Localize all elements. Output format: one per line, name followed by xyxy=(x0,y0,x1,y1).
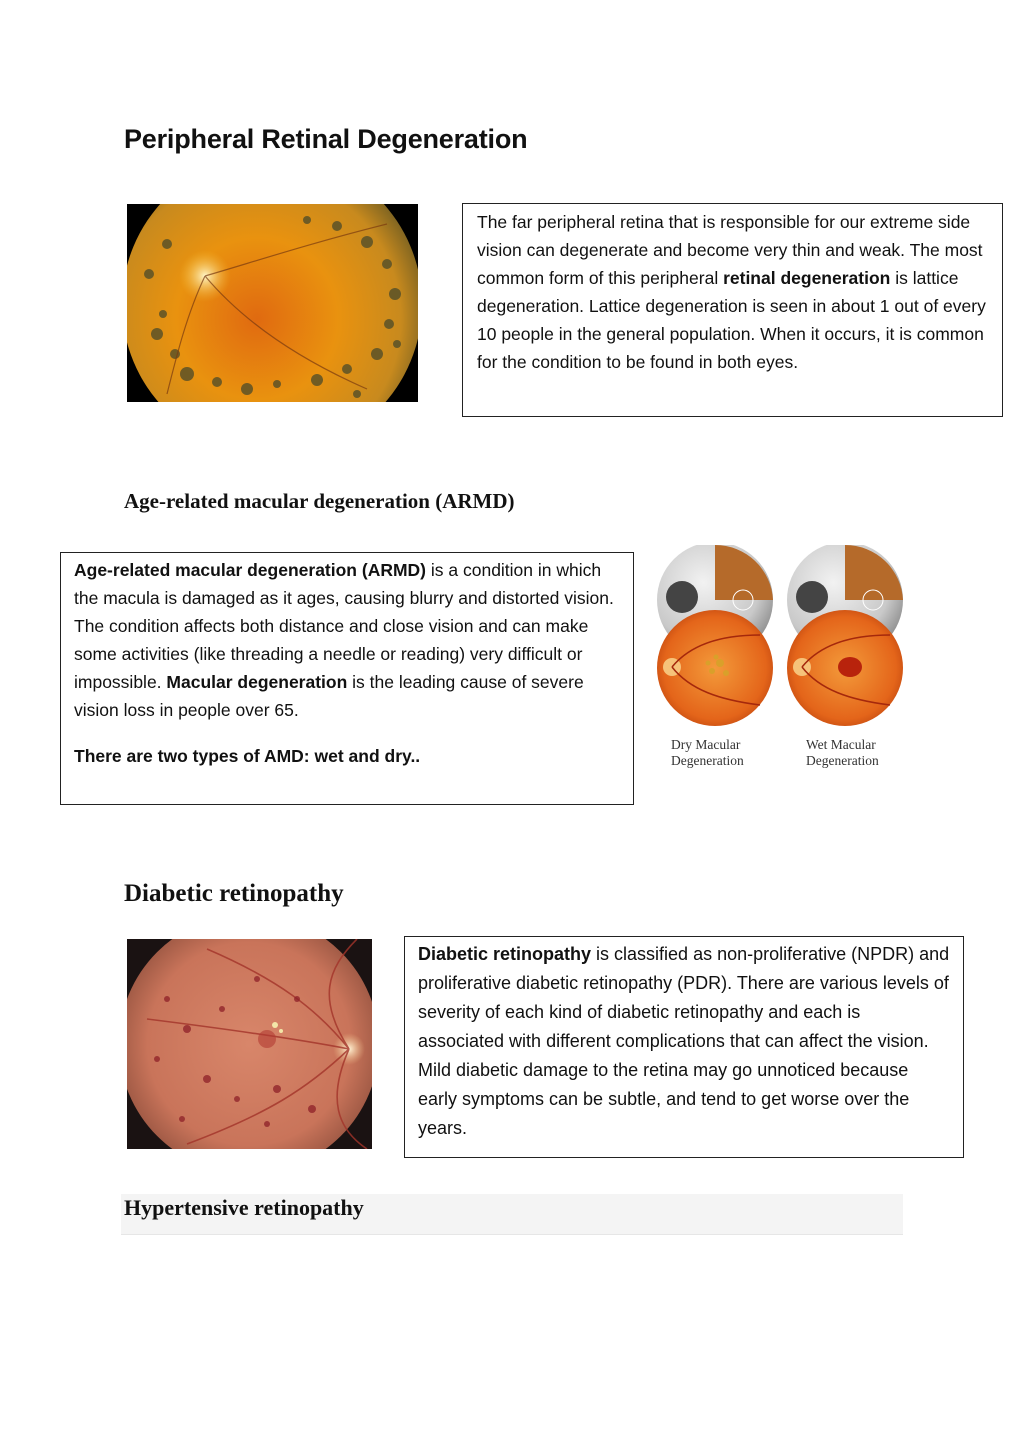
diabetic-retinopathy-image xyxy=(127,939,372,1149)
armd-types-paragraph xyxy=(74,742,620,770)
dry-caption-line-1: Dry Macular xyxy=(671,737,741,752)
peripheral-description-box xyxy=(462,203,1003,417)
armd-text-bold: Age-related macular degeneration (ARMD) xyxy=(74,560,427,580)
armd-types-text: There are two types of AMD: wet and dry.. xyxy=(74,746,421,766)
dry-macular-caption xyxy=(671,737,744,769)
wet-caption-line-1: Wet Macular xyxy=(806,737,876,752)
peripheral-text-1: The far peripheral retina that is responsible for our extreme side vision can degenerate and become very thin and weak. The most common form of this peripheral xyxy=(477,212,983,288)
peripheral-retina-image xyxy=(127,204,418,402)
hypertensive-heading: Hypertensive retinopathy xyxy=(124,1195,364,1220)
armd-text-2: is the leading cause of severe vision loss in people over 65. xyxy=(74,672,584,720)
macular-degeneration-figure xyxy=(650,545,910,775)
armd-text-1: is a condition in which the macula is damaged as it ages, causing blurry and distorted vision. The condition affects both distance and close vision and can make some activities (like threading a needle or reading) very difficult or impossible. xyxy=(74,560,614,692)
armd-heading: Age-related macular degeneration (ARMD) xyxy=(124,489,515,513)
diabetic-heading: Diabetic retinopathy xyxy=(124,880,344,907)
page-title: Peripheral Retinal Degeneration xyxy=(124,124,528,154)
fundus-photo-icon xyxy=(127,204,418,402)
wet-macular-caption xyxy=(806,737,879,769)
armd-description-box xyxy=(60,552,634,805)
armd-paragraph xyxy=(74,556,620,724)
peripheral-text-bold: retinal degeneration xyxy=(723,268,891,288)
diabetic-text-bold: Diabetic retinopathy xyxy=(418,944,592,964)
armd-text-bold-2: Macular degeneration xyxy=(166,672,348,692)
diabetic-fundus-photo-icon xyxy=(127,939,372,1149)
dry-caption-line-2: Degeneration xyxy=(671,753,744,768)
wet-caption-line-2: Degeneration xyxy=(806,753,879,768)
diabetic-description-box xyxy=(404,936,964,1158)
diabetic-text-1: is classified as non-proliferative (NPDR) and proliferative diabetic retinopathy (PDR). There are various levels of severity of each kind of diabetic retinopathy and each is associated with different complications that can affect the vision. Mild diabetic damage to the retina may go unnoticed because early symptoms can be subtle, and tend to get worse over the years. xyxy=(418,944,950,1138)
peripheral-text-2: is lattice degeneration. Lattice degeneration is seen in about 1 out of every 10 people in the general population. When it occurs, it is common for the condition to be found in both eyes. xyxy=(477,268,986,372)
